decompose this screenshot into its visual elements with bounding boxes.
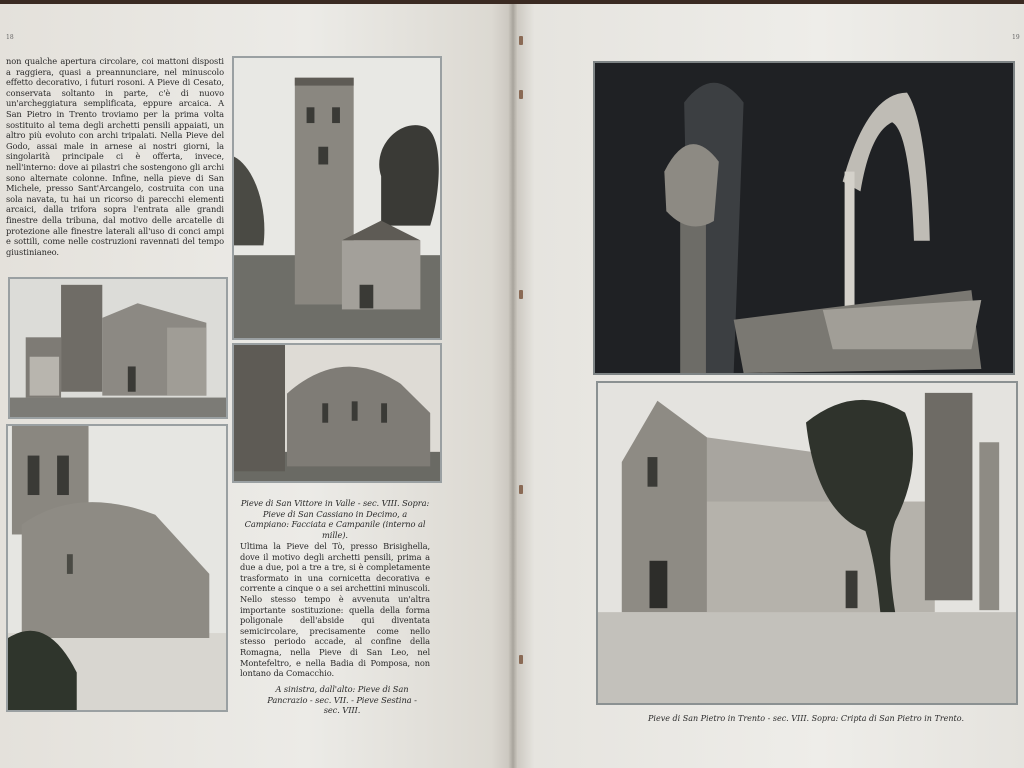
caption-left-column: A sinistra, dall'alto: Pieve di San Pancrazio - sec. VII. - Pieve Sestina - sec. VIII. [267,684,417,716]
caption-middle: Pieve di San Vittore in Valle - sec. VIII. Sopra: Pieve di San Cassiano in Decimo, a Campiano: Facciata e Campanile (interno al mille). [240,498,430,540]
photo-crypt-interior [593,61,1015,375]
binding-stitch [519,290,523,299]
photo-bell-tower-church [232,56,442,340]
binding-stitch [519,655,523,664]
binding-stitch [519,485,523,494]
body-paragraph: Ultima la Pieve del Tò, presso Brisighella, dove il motivo degli archetti pensili, prima a due a due, poi a tre a tre, si è completamente trasformato in una cornicetta decorativa e corrente a cinque o a sei archettini minuscoli. Nello stesso tempo è avvenuta un'altra importante sostituzione: quella della forma poligonale dell'abside qui diventata semicircolare, precisamente come nello stesso periodo accade, al confine della Romagna, nella Pieve di San Leo, nel Montefeltro, e nella Badia di Pomposa, non lontano da Comacchio. [240,541,430,679]
binding-stitch [519,90,523,99]
photo-apse-church [232,343,442,483]
intro-paragraph: non qualche apertura circolare, coi mattoni disposti a raggiera, quasi a preannunciare, nel minuscolo effetto decorativo, i futuri rosoni. A Pieve di Cesato, conservata soltanto in parte, c'è di nuovo un'archeggiatura semplificata, eppure arcaica. A San Pietro in Trento troviamo per la prima volta sostituito al tema degli archetti pensili appaiati, un altro più evoluto con archi tripalati. Nella Pieve del Godo, assai male in arnese ai nostri giorni, la singolarità principale ci è offerta, invece, nell'interno: dove ai pilastri che sostengono gli archi sono alternate colonne. Infine, nella pieve di San Michele, presso Sant'Arcangelo, costruita con una sola navata, tu hai un ricorso di parecchi elementi arcaici, dalla trifora sopra l'entrata alle grandi finestre della tribuna, dal motivo delle arcatelle di protezione alle finestre laterali all'uso di conci ampi e sottili, come nelle costruzioni ravennati del tempo giustinianeo. [6,56,224,257]
photo-church-with-tower [8,277,228,419]
photo-san-pietro-church [596,381,1018,705]
binding-stitch [519,36,523,45]
page-number-right: 19 [1012,34,1020,41]
book-gutter [508,4,518,768]
photo-round-apse-church [6,424,228,712]
caption-right-page: Pieve di San Pietro in Trento - sec. VIII. Sopra: Cripta di San Pietro in Trento. [648,714,964,723]
page-number-left: 18 [6,34,14,41]
